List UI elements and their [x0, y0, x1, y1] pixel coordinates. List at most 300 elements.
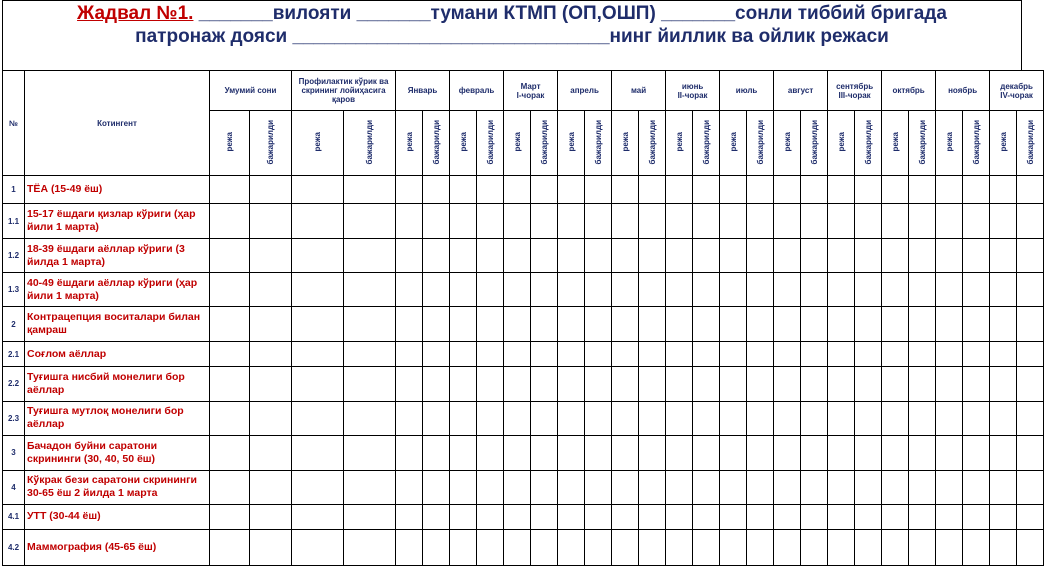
- empty-cell[interactable]: [855, 504, 882, 529]
- empty-cell[interactable]: [855, 204, 882, 239]
- empty-cell[interactable]: [1017, 176, 1044, 204]
- empty-cell[interactable]: [612, 529, 639, 565]
- empty-cell[interactable]: [720, 273, 747, 307]
- empty-cell[interactable]: [250, 435, 292, 470]
- empty-cell[interactable]: [504, 401, 531, 435]
- empty-cell[interactable]: [210, 273, 250, 307]
- empty-cell[interactable]: [855, 367, 882, 401]
- empty-cell[interactable]: [828, 470, 855, 504]
- empty-cell[interactable]: [990, 470, 1017, 504]
- empty-cell[interactable]: [292, 239, 344, 273]
- empty-cell[interactable]: [963, 470, 990, 504]
- empty-cell[interactable]: [344, 435, 396, 470]
- empty-cell[interactable]: [720, 504, 747, 529]
- empty-cell[interactable]: [558, 470, 585, 504]
- empty-cell[interactable]: [720, 342, 747, 367]
- empty-cell[interactable]: [450, 435, 477, 470]
- empty-cell[interactable]: [693, 470, 720, 504]
- empty-cell[interactable]: [963, 504, 990, 529]
- empty-cell[interactable]: [558, 435, 585, 470]
- empty-cell[interactable]: [396, 504, 423, 529]
- empty-cell[interactable]: [693, 401, 720, 435]
- empty-cell[interactable]: [531, 529, 558, 565]
- empty-cell[interactable]: [801, 529, 828, 565]
- empty-cell[interactable]: [882, 273, 909, 307]
- empty-cell[interactable]: [963, 239, 990, 273]
- empty-cell[interactable]: [693, 239, 720, 273]
- empty-cell[interactable]: [585, 401, 612, 435]
- empty-cell[interactable]: [855, 273, 882, 307]
- empty-cell[interactable]: [909, 504, 936, 529]
- empty-cell[interactable]: [774, 239, 801, 273]
- empty-cell[interactable]: [396, 239, 423, 273]
- empty-cell[interactable]: [639, 204, 666, 239]
- empty-cell[interactable]: [909, 273, 936, 307]
- empty-cell[interactable]: [990, 504, 1017, 529]
- empty-cell[interactable]: [855, 435, 882, 470]
- empty-cell[interactable]: [477, 273, 504, 307]
- empty-cell[interactable]: [828, 204, 855, 239]
- empty-cell[interactable]: [828, 401, 855, 435]
- empty-cell[interactable]: [585, 470, 612, 504]
- empty-cell[interactable]: [531, 239, 558, 273]
- empty-cell[interactable]: [882, 342, 909, 367]
- empty-cell[interactable]: [250, 401, 292, 435]
- empty-cell[interactable]: [423, 273, 450, 307]
- empty-cell[interactable]: [531, 307, 558, 342]
- empty-cell[interactable]: [855, 342, 882, 367]
- empty-cell[interactable]: [801, 342, 828, 367]
- empty-cell[interactable]: [855, 239, 882, 273]
- empty-cell[interactable]: [504, 273, 531, 307]
- empty-cell[interactable]: [963, 529, 990, 565]
- empty-cell[interactable]: [936, 307, 963, 342]
- empty-cell[interactable]: [828, 529, 855, 565]
- empty-cell[interactable]: [774, 176, 801, 204]
- empty-cell[interactable]: [531, 176, 558, 204]
- empty-cell[interactable]: [936, 367, 963, 401]
- empty-cell[interactable]: [585, 307, 612, 342]
- empty-cell[interactable]: [909, 307, 936, 342]
- empty-cell[interactable]: [828, 176, 855, 204]
- empty-cell[interactable]: [450, 342, 477, 367]
- empty-cell[interactable]: [504, 504, 531, 529]
- empty-cell[interactable]: [423, 342, 450, 367]
- empty-cell[interactable]: [585, 239, 612, 273]
- empty-cell[interactable]: [693, 307, 720, 342]
- empty-cell[interactable]: [423, 367, 450, 401]
- empty-cell[interactable]: [720, 239, 747, 273]
- empty-cell[interactable]: [963, 435, 990, 470]
- empty-cell[interactable]: [292, 342, 344, 367]
- empty-cell[interactable]: [774, 470, 801, 504]
- empty-cell[interactable]: [585, 367, 612, 401]
- empty-cell[interactable]: [250, 307, 292, 342]
- empty-cell[interactable]: [396, 367, 423, 401]
- empty-cell[interactable]: [423, 204, 450, 239]
- empty-cell[interactable]: [396, 435, 423, 470]
- empty-cell[interactable]: [558, 176, 585, 204]
- empty-cell[interactable]: [990, 204, 1017, 239]
- empty-cell[interactable]: [250, 176, 292, 204]
- empty-cell[interactable]: [612, 176, 639, 204]
- empty-cell[interactable]: [531, 273, 558, 307]
- empty-cell[interactable]: [1017, 273, 1044, 307]
- empty-cell[interactable]: [666, 176, 693, 204]
- empty-cell[interactable]: [477, 529, 504, 565]
- empty-cell[interactable]: [250, 204, 292, 239]
- empty-cell[interactable]: [936, 470, 963, 504]
- empty-cell[interactable]: [477, 504, 504, 529]
- empty-cell[interactable]: [612, 307, 639, 342]
- empty-cell[interactable]: [828, 239, 855, 273]
- empty-cell[interactable]: [774, 367, 801, 401]
- empty-cell[interactable]: [423, 401, 450, 435]
- empty-cell[interactable]: [250, 470, 292, 504]
- empty-cell[interactable]: [477, 239, 504, 273]
- empty-cell[interactable]: [477, 176, 504, 204]
- empty-cell[interactable]: [423, 176, 450, 204]
- empty-cell[interactable]: [450, 273, 477, 307]
- empty-cell[interactable]: [963, 307, 990, 342]
- empty-cell[interactable]: [210, 401, 250, 435]
- empty-cell[interactable]: [477, 470, 504, 504]
- empty-cell[interactable]: [990, 239, 1017, 273]
- empty-cell[interactable]: [292, 176, 344, 204]
- empty-cell[interactable]: [531, 470, 558, 504]
- empty-cell[interactable]: [423, 470, 450, 504]
- empty-cell[interactable]: [801, 176, 828, 204]
- empty-cell[interactable]: [774, 401, 801, 435]
- empty-cell[interactable]: [990, 176, 1017, 204]
- empty-cell[interactable]: [396, 204, 423, 239]
- empty-cell[interactable]: [882, 529, 909, 565]
- empty-cell[interactable]: [639, 239, 666, 273]
- empty-cell[interactable]: [828, 367, 855, 401]
- empty-cell[interactable]: [585, 273, 612, 307]
- empty-cell[interactable]: [666, 470, 693, 504]
- empty-cell[interactable]: [720, 470, 747, 504]
- empty-cell[interactable]: [747, 401, 774, 435]
- empty-cell[interactable]: [450, 367, 477, 401]
- empty-cell[interactable]: [747, 239, 774, 273]
- empty-cell[interactable]: [250, 504, 292, 529]
- empty-cell[interactable]: [639, 367, 666, 401]
- empty-cell[interactable]: [344, 273, 396, 307]
- empty-cell[interactable]: [210, 176, 250, 204]
- empty-cell[interactable]: [1017, 504, 1044, 529]
- empty-cell[interactable]: [1017, 307, 1044, 342]
- empty-cell[interactable]: [936, 529, 963, 565]
- empty-cell[interactable]: [531, 342, 558, 367]
- empty-cell[interactable]: [828, 504, 855, 529]
- empty-cell[interactable]: [210, 435, 250, 470]
- empty-cell[interactable]: [292, 204, 344, 239]
- empty-cell[interactable]: [639, 435, 666, 470]
- empty-cell[interactable]: [585, 529, 612, 565]
- empty-cell[interactable]: [423, 504, 450, 529]
- empty-cell[interactable]: [612, 435, 639, 470]
- empty-cell[interactable]: [612, 239, 639, 273]
- empty-cell[interactable]: [666, 504, 693, 529]
- empty-cell[interactable]: [693, 367, 720, 401]
- empty-cell[interactable]: [774, 307, 801, 342]
- empty-cell[interactable]: [396, 176, 423, 204]
- empty-cell[interactable]: [666, 204, 693, 239]
- empty-cell[interactable]: [693, 342, 720, 367]
- empty-cell[interactable]: [531, 367, 558, 401]
- empty-cell[interactable]: [720, 529, 747, 565]
- empty-cell[interactable]: [585, 342, 612, 367]
- empty-cell[interactable]: [1017, 342, 1044, 367]
- empty-cell[interactable]: [250, 239, 292, 273]
- empty-cell[interactable]: [423, 529, 450, 565]
- empty-cell[interactable]: [1017, 435, 1044, 470]
- empty-cell[interactable]: [396, 401, 423, 435]
- empty-cell[interactable]: [396, 342, 423, 367]
- empty-cell[interactable]: [1017, 470, 1044, 504]
- empty-cell[interactable]: [585, 204, 612, 239]
- empty-cell[interactable]: [450, 504, 477, 529]
- empty-cell[interactable]: [450, 307, 477, 342]
- empty-cell[interactable]: [450, 176, 477, 204]
- empty-cell[interactable]: [747, 504, 774, 529]
- empty-cell[interactable]: [396, 529, 423, 565]
- empty-cell[interactable]: [639, 176, 666, 204]
- empty-cell[interactable]: [423, 435, 450, 470]
- empty-cell[interactable]: [855, 470, 882, 504]
- empty-cell[interactable]: [292, 504, 344, 529]
- empty-cell[interactable]: [210, 342, 250, 367]
- empty-cell[interactable]: [909, 239, 936, 273]
- empty-cell[interactable]: [292, 307, 344, 342]
- empty-cell[interactable]: [801, 401, 828, 435]
- empty-cell[interactable]: [558, 401, 585, 435]
- empty-cell[interactable]: [531, 204, 558, 239]
- empty-cell[interactable]: [666, 342, 693, 367]
- empty-cell[interactable]: [292, 367, 344, 401]
- empty-cell[interactable]: [558, 307, 585, 342]
- empty-cell[interactable]: [747, 470, 774, 504]
- empty-cell[interactable]: [882, 504, 909, 529]
- empty-cell[interactable]: [801, 435, 828, 470]
- empty-cell[interactable]: [450, 529, 477, 565]
- empty-cell[interactable]: [882, 401, 909, 435]
- empty-cell[interactable]: [450, 239, 477, 273]
- empty-cell[interactable]: [210, 470, 250, 504]
- empty-cell[interactable]: [828, 342, 855, 367]
- empty-cell[interactable]: [344, 307, 396, 342]
- empty-cell[interactable]: [639, 529, 666, 565]
- empty-cell[interactable]: [612, 401, 639, 435]
- empty-cell[interactable]: [585, 176, 612, 204]
- empty-cell[interactable]: [882, 204, 909, 239]
- empty-cell[interactable]: [963, 176, 990, 204]
- empty-cell[interactable]: [720, 176, 747, 204]
- empty-cell[interactable]: [936, 239, 963, 273]
- empty-cell[interactable]: [963, 342, 990, 367]
- empty-cell[interactable]: [855, 307, 882, 342]
- empty-cell[interactable]: [801, 204, 828, 239]
- empty-cell[interactable]: [882, 367, 909, 401]
- empty-cell[interactable]: [990, 273, 1017, 307]
- empty-cell[interactable]: [210, 204, 250, 239]
- empty-cell[interactable]: [666, 367, 693, 401]
- empty-cell[interactable]: [504, 204, 531, 239]
- empty-cell[interactable]: [720, 204, 747, 239]
- empty-cell[interactable]: [210, 367, 250, 401]
- empty-cell[interactable]: [450, 204, 477, 239]
- empty-cell[interactable]: [1017, 529, 1044, 565]
- empty-cell[interactable]: [990, 529, 1017, 565]
- empty-cell[interactable]: [585, 504, 612, 529]
- empty-cell[interactable]: [344, 504, 396, 529]
- empty-cell[interactable]: [250, 273, 292, 307]
- empty-cell[interactable]: [963, 273, 990, 307]
- empty-cell[interactable]: [666, 307, 693, 342]
- empty-cell[interactable]: [909, 529, 936, 565]
- empty-cell[interactable]: [292, 435, 344, 470]
- empty-cell[interactable]: [504, 342, 531, 367]
- empty-cell[interactable]: [936, 504, 963, 529]
- empty-cell[interactable]: [801, 367, 828, 401]
- empty-cell[interactable]: [531, 401, 558, 435]
- empty-cell[interactable]: [612, 504, 639, 529]
- empty-cell[interactable]: [292, 273, 344, 307]
- empty-cell[interactable]: [909, 401, 936, 435]
- empty-cell[interactable]: [747, 307, 774, 342]
- empty-cell[interactable]: [828, 307, 855, 342]
- empty-cell[interactable]: [720, 367, 747, 401]
- empty-cell[interactable]: [774, 529, 801, 565]
- empty-cell[interactable]: [639, 342, 666, 367]
- empty-cell[interactable]: [747, 204, 774, 239]
- empty-cell[interactable]: [612, 342, 639, 367]
- empty-cell[interactable]: [747, 273, 774, 307]
- empty-cell[interactable]: [504, 367, 531, 401]
- empty-cell[interactable]: [344, 470, 396, 504]
- empty-cell[interactable]: [909, 176, 936, 204]
- empty-cell[interactable]: [639, 307, 666, 342]
- empty-cell[interactable]: [292, 529, 344, 565]
- empty-cell[interactable]: [720, 435, 747, 470]
- empty-cell[interactable]: [666, 435, 693, 470]
- empty-cell[interactable]: [882, 307, 909, 342]
- empty-cell[interactable]: [909, 435, 936, 470]
- empty-cell[interactable]: [747, 367, 774, 401]
- empty-cell[interactable]: [531, 435, 558, 470]
- empty-cell[interactable]: [344, 401, 396, 435]
- empty-cell[interactable]: [612, 367, 639, 401]
- empty-cell[interactable]: [344, 204, 396, 239]
- empty-cell[interactable]: [396, 307, 423, 342]
- empty-cell[interactable]: [558, 529, 585, 565]
- empty-cell[interactable]: [990, 401, 1017, 435]
- empty-cell[interactable]: [693, 504, 720, 529]
- empty-cell[interactable]: [693, 204, 720, 239]
- empty-cell[interactable]: [801, 504, 828, 529]
- empty-cell[interactable]: [504, 176, 531, 204]
- empty-cell[interactable]: [1017, 204, 1044, 239]
- empty-cell[interactable]: [639, 470, 666, 504]
- empty-cell[interactable]: [344, 529, 396, 565]
- empty-cell[interactable]: [558, 342, 585, 367]
- empty-cell[interactable]: [450, 470, 477, 504]
- empty-cell[interactable]: [504, 470, 531, 504]
- empty-cell[interactable]: [450, 401, 477, 435]
- empty-cell[interactable]: [882, 239, 909, 273]
- empty-cell[interactable]: [990, 342, 1017, 367]
- empty-cell[interactable]: [936, 435, 963, 470]
- empty-cell[interactable]: [801, 239, 828, 273]
- empty-cell[interactable]: [558, 367, 585, 401]
- empty-cell[interactable]: [693, 273, 720, 307]
- empty-cell[interactable]: [1017, 239, 1044, 273]
- empty-cell[interactable]: [504, 239, 531, 273]
- empty-cell[interactable]: [558, 239, 585, 273]
- empty-cell[interactable]: [477, 401, 504, 435]
- empty-cell[interactable]: [423, 239, 450, 273]
- empty-cell[interactable]: [344, 367, 396, 401]
- empty-cell[interactable]: [828, 435, 855, 470]
- empty-cell[interactable]: [612, 470, 639, 504]
- empty-cell[interactable]: [774, 273, 801, 307]
- empty-cell[interactable]: [477, 367, 504, 401]
- empty-cell[interactable]: [855, 401, 882, 435]
- empty-cell[interactable]: [344, 239, 396, 273]
- empty-cell[interactable]: [612, 273, 639, 307]
- empty-cell[interactable]: [1017, 401, 1044, 435]
- empty-cell[interactable]: [963, 401, 990, 435]
- empty-cell[interactable]: [423, 307, 450, 342]
- empty-cell[interactable]: [855, 529, 882, 565]
- empty-cell[interactable]: [909, 470, 936, 504]
- empty-cell[interactable]: [344, 342, 396, 367]
- empty-cell[interactable]: [963, 367, 990, 401]
- empty-cell[interactable]: [666, 529, 693, 565]
- empty-cell[interactable]: [477, 435, 504, 470]
- empty-cell[interactable]: [531, 504, 558, 529]
- empty-cell[interactable]: [504, 307, 531, 342]
- empty-cell[interactable]: [855, 176, 882, 204]
- empty-cell[interactable]: [504, 529, 531, 565]
- empty-cell[interactable]: [909, 342, 936, 367]
- empty-cell[interactable]: [828, 273, 855, 307]
- empty-cell[interactable]: [720, 401, 747, 435]
- empty-cell[interactable]: [882, 470, 909, 504]
- empty-cell[interactable]: [210, 307, 250, 342]
- empty-cell[interactable]: [477, 307, 504, 342]
- empty-cell[interactable]: [344, 176, 396, 204]
- empty-cell[interactable]: [639, 401, 666, 435]
- empty-cell[interactable]: [558, 504, 585, 529]
- empty-cell[interactable]: [990, 435, 1017, 470]
- empty-cell[interactable]: [801, 470, 828, 504]
- empty-cell[interactable]: [666, 401, 693, 435]
- empty-cell[interactable]: [747, 435, 774, 470]
- empty-cell[interactable]: [477, 204, 504, 239]
- empty-cell[interactable]: [396, 273, 423, 307]
- empty-cell[interactable]: [666, 239, 693, 273]
- empty-cell[interactable]: [882, 176, 909, 204]
- empty-cell[interactable]: [936, 401, 963, 435]
- empty-cell[interactable]: [774, 204, 801, 239]
- empty-cell[interactable]: [747, 176, 774, 204]
- empty-cell[interactable]: [990, 307, 1017, 342]
- empty-cell[interactable]: [747, 529, 774, 565]
- empty-cell[interactable]: [558, 204, 585, 239]
- empty-cell[interactable]: [936, 176, 963, 204]
